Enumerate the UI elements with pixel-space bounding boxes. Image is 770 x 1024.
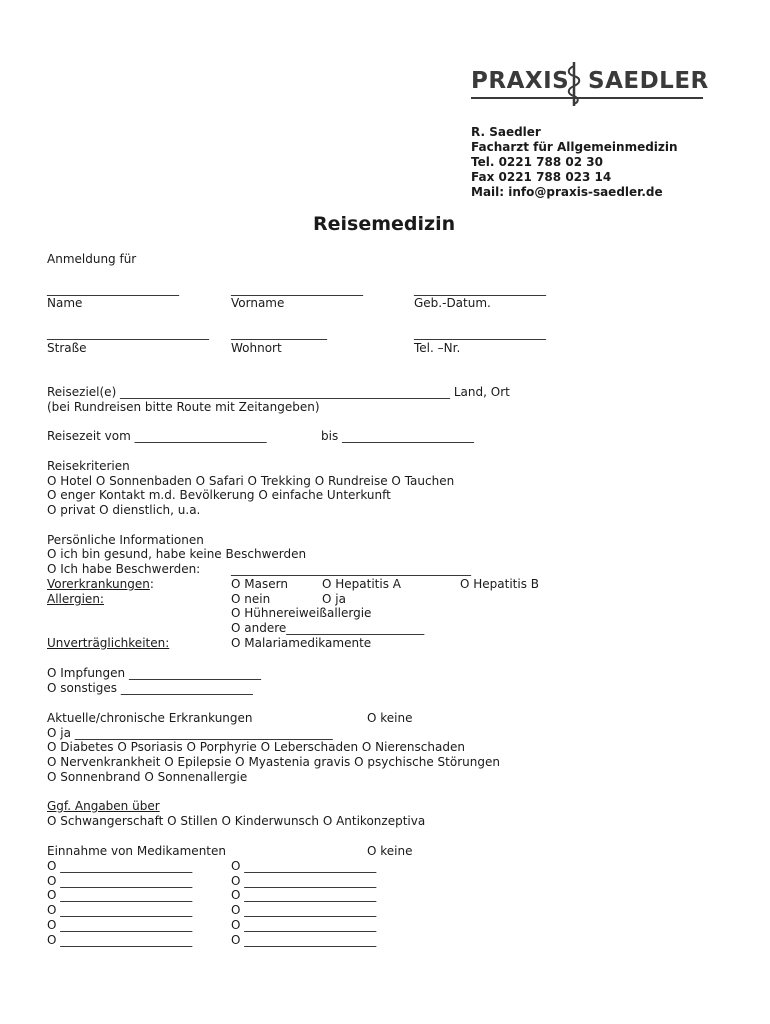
logo-underline xyxy=(471,97,703,99)
aktuelle-heading: Aktuelle/chronische Erkrankungen xyxy=(47,711,253,725)
registration-heading: Anmeldung für xyxy=(47,252,137,266)
masern-option[interactable]: O Masern xyxy=(231,577,288,591)
vorerkrankungen-colon: : xyxy=(149,577,154,591)
ggf-options-row[interactable]: O Schwangerschaft O Stillen O Kinderwunsch O Antikonzeptiva xyxy=(47,814,426,828)
vorname-line[interactable]: ______________________ xyxy=(231,282,363,296)
reiseziel-note: (bei Rundreisen bitte Route mit Zeitangeben) xyxy=(47,400,320,414)
allergie-nein-option[interactable]: O nein xyxy=(231,592,271,606)
logo-text-left: PRAXIS xyxy=(471,68,570,94)
aktuelle-ja-field[interactable]: O ja ___________________________________________ xyxy=(47,726,333,740)
wohnort-line[interactable]: ________________ xyxy=(231,326,327,340)
medikamente-heading: Einnahme von Medikamenten xyxy=(47,844,226,858)
medikament-right-3[interactable]: O ______________________ xyxy=(231,888,377,902)
persoenlich-heading: Persönliche Informationen xyxy=(47,533,204,547)
doctor-name: R. Saedler xyxy=(471,125,541,139)
aktuelle-row-3[interactable]: O Sonnenbrand O Sonnenallergie xyxy=(47,770,248,784)
reisezeit-to-field[interactable]: bis ______________________ xyxy=(321,429,475,443)
medikament-right-4[interactable]: O ______________________ xyxy=(231,903,377,917)
aktuelle-row-2[interactable]: O Nervenkrankheit O Epilepsie O Myastenia gravis O psychische Störungen xyxy=(47,755,500,769)
huehnereiweiss-option[interactable]: O Hühnereiweißallergie xyxy=(231,606,372,620)
geb-datum-label: Geb.-Datum. xyxy=(414,296,491,310)
sonstiges-field[interactable]: O sonstiges ______________________ xyxy=(47,681,253,695)
hepatitis-b-option[interactable]: O Hepatitis B xyxy=(460,577,540,591)
wohnort-label: Wohnort xyxy=(231,341,282,355)
tel-line[interactable]: ______________________ xyxy=(414,326,546,340)
allergie-ja-option[interactable]: O ja xyxy=(322,592,346,606)
medikament-left-3[interactable]: O ______________________ xyxy=(47,888,193,902)
medikament-right-6[interactable]: O ______________________ xyxy=(231,933,377,947)
malariamedikamente-option[interactable]: O Malariamedikamente xyxy=(231,636,372,650)
strasse-label: Straße xyxy=(47,341,87,355)
vorname-label: Vorname xyxy=(231,296,285,310)
beschwerden-line[interactable]: ________________________________________ xyxy=(231,562,471,576)
ggf-heading: Ggf. Angaben über xyxy=(47,799,160,813)
medikament-left-4[interactable]: O ______________________ xyxy=(47,903,193,917)
medikament-left-2[interactable]: O ______________________ xyxy=(47,874,193,888)
doctor-fax: Fax 0221 788 023 14 xyxy=(471,170,612,184)
doctor-tel: Tel. 0221 788 02 30 xyxy=(471,155,603,169)
medikament-right-1[interactable]: O ______________________ xyxy=(231,859,377,873)
impfungen-field[interactable]: O Impfungen ______________________ xyxy=(47,666,261,680)
vorerkrankungen-label xyxy=(47,577,154,591)
vorerkrankungen-text: Vorerkrankungen xyxy=(47,577,150,591)
unvertraeglichkeiten-label: Unverträglichkeiten: xyxy=(47,636,170,650)
aktuelle-keine-option[interactable]: O keine xyxy=(367,711,413,725)
medikamente-keine-option[interactable]: O keine xyxy=(367,844,413,858)
kriterien-row-2[interactable]: O enger Kontakt m.d. Bevölkerung O einfache Unterkunft xyxy=(47,488,391,502)
tel-label: Tel. –Nr. xyxy=(414,341,461,355)
allergien-label: Allergien: xyxy=(47,592,104,606)
medikament-left-5[interactable]: O ______________________ xyxy=(47,918,193,932)
reisezeit-from-field[interactable]: Reisezeit vom ______________________ xyxy=(47,429,267,443)
reiseziel-field[interactable]: Reiseziel(e) _______________________________________________________ Land, Ort xyxy=(47,385,510,399)
kriterien-heading: Reisekriterien xyxy=(47,459,130,473)
name-label: Name xyxy=(47,296,83,310)
beschwerden-option[interactable]: O Ich habe Beschwerden: xyxy=(47,562,201,576)
kriterien-row-3[interactable]: O privat O dienstlich, u.a. xyxy=(47,503,201,517)
aktuelle-row-1[interactable]: O Diabetes O Psoriasis O Porphyrie O Leberschaden O Nierenschaden xyxy=(47,740,465,754)
strasse-line[interactable]: ___________________________ xyxy=(47,326,209,340)
logo-text-right: SAEDLER xyxy=(588,68,709,94)
medikament-right-2[interactable]: O ______________________ xyxy=(231,874,377,888)
doctor-mail: Mail: info@praxis-saedler.de xyxy=(471,185,663,199)
medikament-left-1[interactable]: O ______________________ xyxy=(47,859,193,873)
andere-allergie-field[interactable]: O andere_______________________ xyxy=(231,621,425,635)
gesund-option[interactable]: O ich bin gesund, habe keine Beschwerden xyxy=(47,547,307,561)
hepatitis-a-option[interactable]: O Hepatitis A xyxy=(322,577,401,591)
geb-datum-line[interactable]: ______________________ xyxy=(414,282,546,296)
name-line[interactable]: ______________________ xyxy=(47,282,179,296)
medikament-left-6[interactable]: O ______________________ xyxy=(47,933,193,947)
doctor-title: Facharzt für Allgemeinmedizin xyxy=(471,140,678,154)
aesculapius-staff-icon xyxy=(563,60,585,108)
page-title: Reisemedizin xyxy=(313,213,456,235)
kriterien-row-1[interactable]: O Hotel O Sonnenbaden O Safari O Trekking O Rundreise O Tauchen xyxy=(47,474,455,488)
medikament-right-5[interactable]: O ______________________ xyxy=(231,918,377,932)
